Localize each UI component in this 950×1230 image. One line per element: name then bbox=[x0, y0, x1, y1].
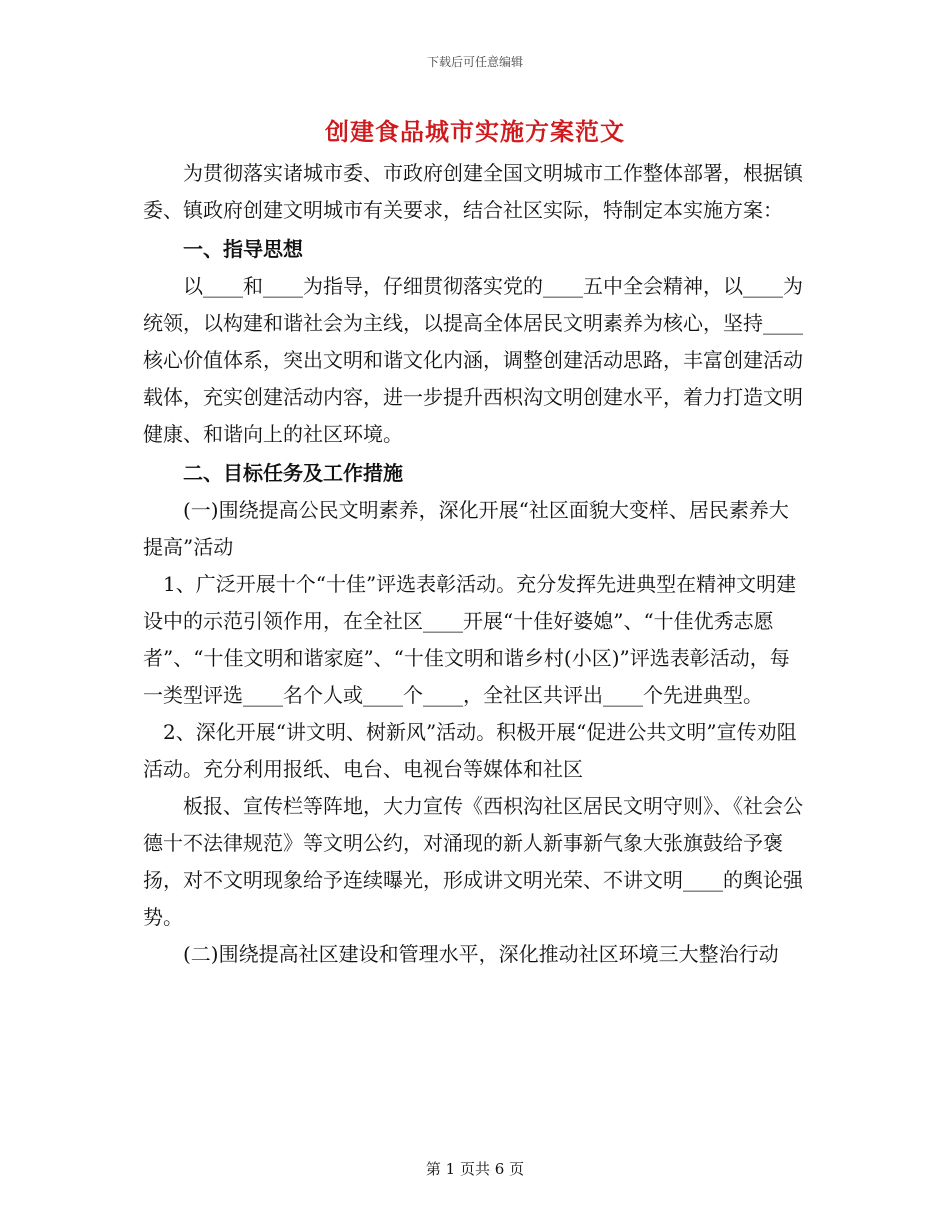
subsection-1: (一)围绕提高公民文明素养，深化开展“社区面貌大变样、居民素养大提高”活动 bbox=[143, 498, 789, 559]
document-title: 创建食品城市实施方案范文 bbox=[325, 117, 625, 146]
header-note: 下载后可任意编辑 bbox=[426, 55, 523, 69]
section-heading-1: 一、指导思想 bbox=[183, 237, 303, 261]
guiding-paragraph: 以____和____为指导，仔细贯彻落实党的____五中全会精神，以____为统领，以构建和谐社会为主线，以提高全体居民文明素养为核心，坚持____核心价值体系，突出文明和谐文化内涵，调整创建活动思路，丰富创建活动载体，充实创建活动内容，进一步提升西枳沟文明创建水平，着力打造文明健康、和谐向上的社区环境。 bbox=[143, 274, 803, 446]
document-body bbox=[143, 155, 808, 973]
subsection-2: (二)围绕提高社区建设和管理水平，深化推动社区环境三大整治行动 bbox=[183, 942, 779, 966]
page-footer: 第 1 页共 6 页 bbox=[425, 1160, 525, 1178]
section-heading-2: 二、目标任务及工作措施 bbox=[183, 461, 403, 485]
item-2-paragraph: 2、深化开展“讲文明、树新风”活动。积极开展“促进公共文明”宣传劝阻活动。充分利用报纸、电台、电视台等媒体和社区 bbox=[143, 720, 797, 781]
item-2-continuation: 板报、宣传栏等阵地，大力宣传《西枳沟社区居民文明守则》、《社会公德十不法律规范》等文明公约，对涌现的新人新事新气象大张旗鼓给予褒扬，对不文明现象给予连续曝光，形成讲文明光荣、不讲文明____的舆论强势。 bbox=[143, 794, 803, 929]
intro-paragraph: 为贯彻落实诸城市委、市政府创建全国文明城市工作整体部署，根据镇委、镇政府创建文明城市有关要求，结合社区实际，特制定本实施方案： bbox=[143, 161, 803, 222]
item-1-paragraph: 1、广泛开展十个“十佳”评选表彰活动。充分发挥先进典型在精神文明建设中的示范引领作用，在全社区____开展“十佳好婆媳”、“十佳优秀志愿者”、“十佳文明和谐家庭”、“十佳文明和谐乡村(小区)”评选表彰活动，每一类型评选____名个人或____个____，全社区共评出____个先进典型。 bbox=[143, 572, 797, 707]
